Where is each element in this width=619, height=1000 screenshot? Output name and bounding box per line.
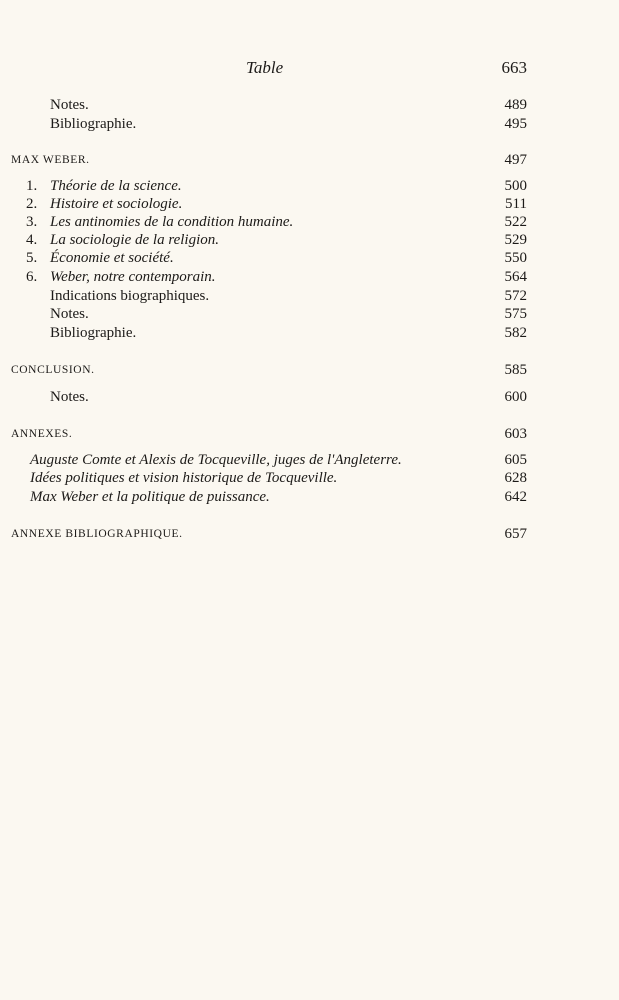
toc-entry — [0, 287, 619, 306]
toc-entry-page: 511 — [505, 196, 527, 212]
toc-entry — [0, 115, 619, 134]
toc-entry-label: Bibliographie. — [50, 116, 137, 132]
toc-entry-page: 605 — [504, 452, 527, 468]
toc-entry-label: Max Weber et la politique de puissance. — [30, 489, 270, 505]
toc-section-label: CONCLUSION. — [11, 364, 95, 376]
toc-entry-number: 2. — [26, 196, 38, 212]
toc-entry-label: Idées politiques et vision historique de Tocqueville. — [30, 470, 338, 486]
toc-entry — [0, 305, 619, 324]
toc-section-heading — [0, 525, 619, 544]
toc-entry-number: 3. — [26, 214, 38, 230]
toc-entry — [0, 469, 619, 488]
toc-entry-page: 575 — [504, 306, 527, 322]
toc-entry — [0, 488, 619, 507]
toc-entry — [0, 451, 619, 470]
toc-entry-page: 495 — [504, 116, 527, 132]
toc-entry-page: 572 — [504, 288, 527, 304]
toc-entry-label: Les antinomies de la condition humaine. — [50, 214, 294, 230]
toc-entry-label: Notes. — [50, 97, 89, 113]
toc-entry-label: La sociologie de la religion. — [50, 232, 220, 248]
toc-entry-page: 585 — [504, 362, 527, 378]
toc-entry — [0, 388, 619, 407]
toc-entry-page: 529 — [504, 232, 527, 248]
toc-section-heading — [0, 361, 619, 380]
toc-entry — [0, 177, 619, 196]
toc-entry-number: 4. — [26, 232, 38, 248]
toc-entry-number: 6. — [26, 269, 38, 285]
toc-entry-label: Indications biographiques. — [50, 288, 210, 304]
page-header — [0, 58, 619, 82]
toc-entry — [0, 213, 619, 232]
toc-entry-label: Notes. — [50, 389, 89, 405]
running-title: Table — [246, 58, 284, 77]
toc-entry-label: Weber, notre contemporain. — [50, 269, 216, 285]
toc-section-label: ANNEXES. — [11, 428, 73, 440]
toc-entry-label: Économie et société. — [50, 250, 174, 266]
toc-entry — [0, 96, 619, 115]
toc-entry-page: 600 — [504, 389, 527, 405]
toc-entry-page: 500 — [504, 178, 527, 194]
toc-entry-label: Auguste Comte et Alexis de Tocqueville, juges de l'Angleterre. — [30, 452, 402, 468]
toc-entry-page: 657 — [504, 526, 527, 542]
toc-section-label: ANNEXE BIBLIOGRAPHIQUE. — [11, 528, 183, 540]
page-number: 663 — [501, 58, 527, 77]
toc-entry-label: Histoire et sociologie. — [50, 196, 183, 212]
toc-section-heading — [0, 425, 619, 444]
toc-entry-page: 522 — [504, 214, 527, 230]
toc-entry-page: 550 — [504, 250, 527, 266]
toc-entry-page: 489 — [504, 97, 527, 113]
toc-entry — [0, 268, 619, 287]
toc-entry-number: 1. — [26, 178, 38, 194]
toc-entry — [0, 249, 619, 268]
toc-entry-label: Notes. — [50, 306, 89, 322]
toc-entry-page: 497 — [504, 152, 527, 168]
toc-entry — [0, 324, 619, 343]
toc-entry-label: Théorie de la science. — [50, 178, 182, 194]
toc-section-label: MAX WEBER. — [11, 154, 90, 166]
toc-entry-page: 603 — [504, 426, 527, 442]
toc-entry-page: 564 — [504, 269, 527, 285]
toc-entry-page: 628 — [504, 470, 527, 486]
toc-entry — [0, 195, 619, 214]
toc-entry-number: 5. — [26, 250, 38, 266]
toc-entry-page: 642 — [504, 489, 527, 505]
toc-entry — [0, 231, 619, 250]
toc-entry-page: 582 — [504, 325, 527, 341]
toc-section-heading — [0, 151, 619, 170]
toc-entry-label: Bibliographie. — [50, 325, 137, 341]
